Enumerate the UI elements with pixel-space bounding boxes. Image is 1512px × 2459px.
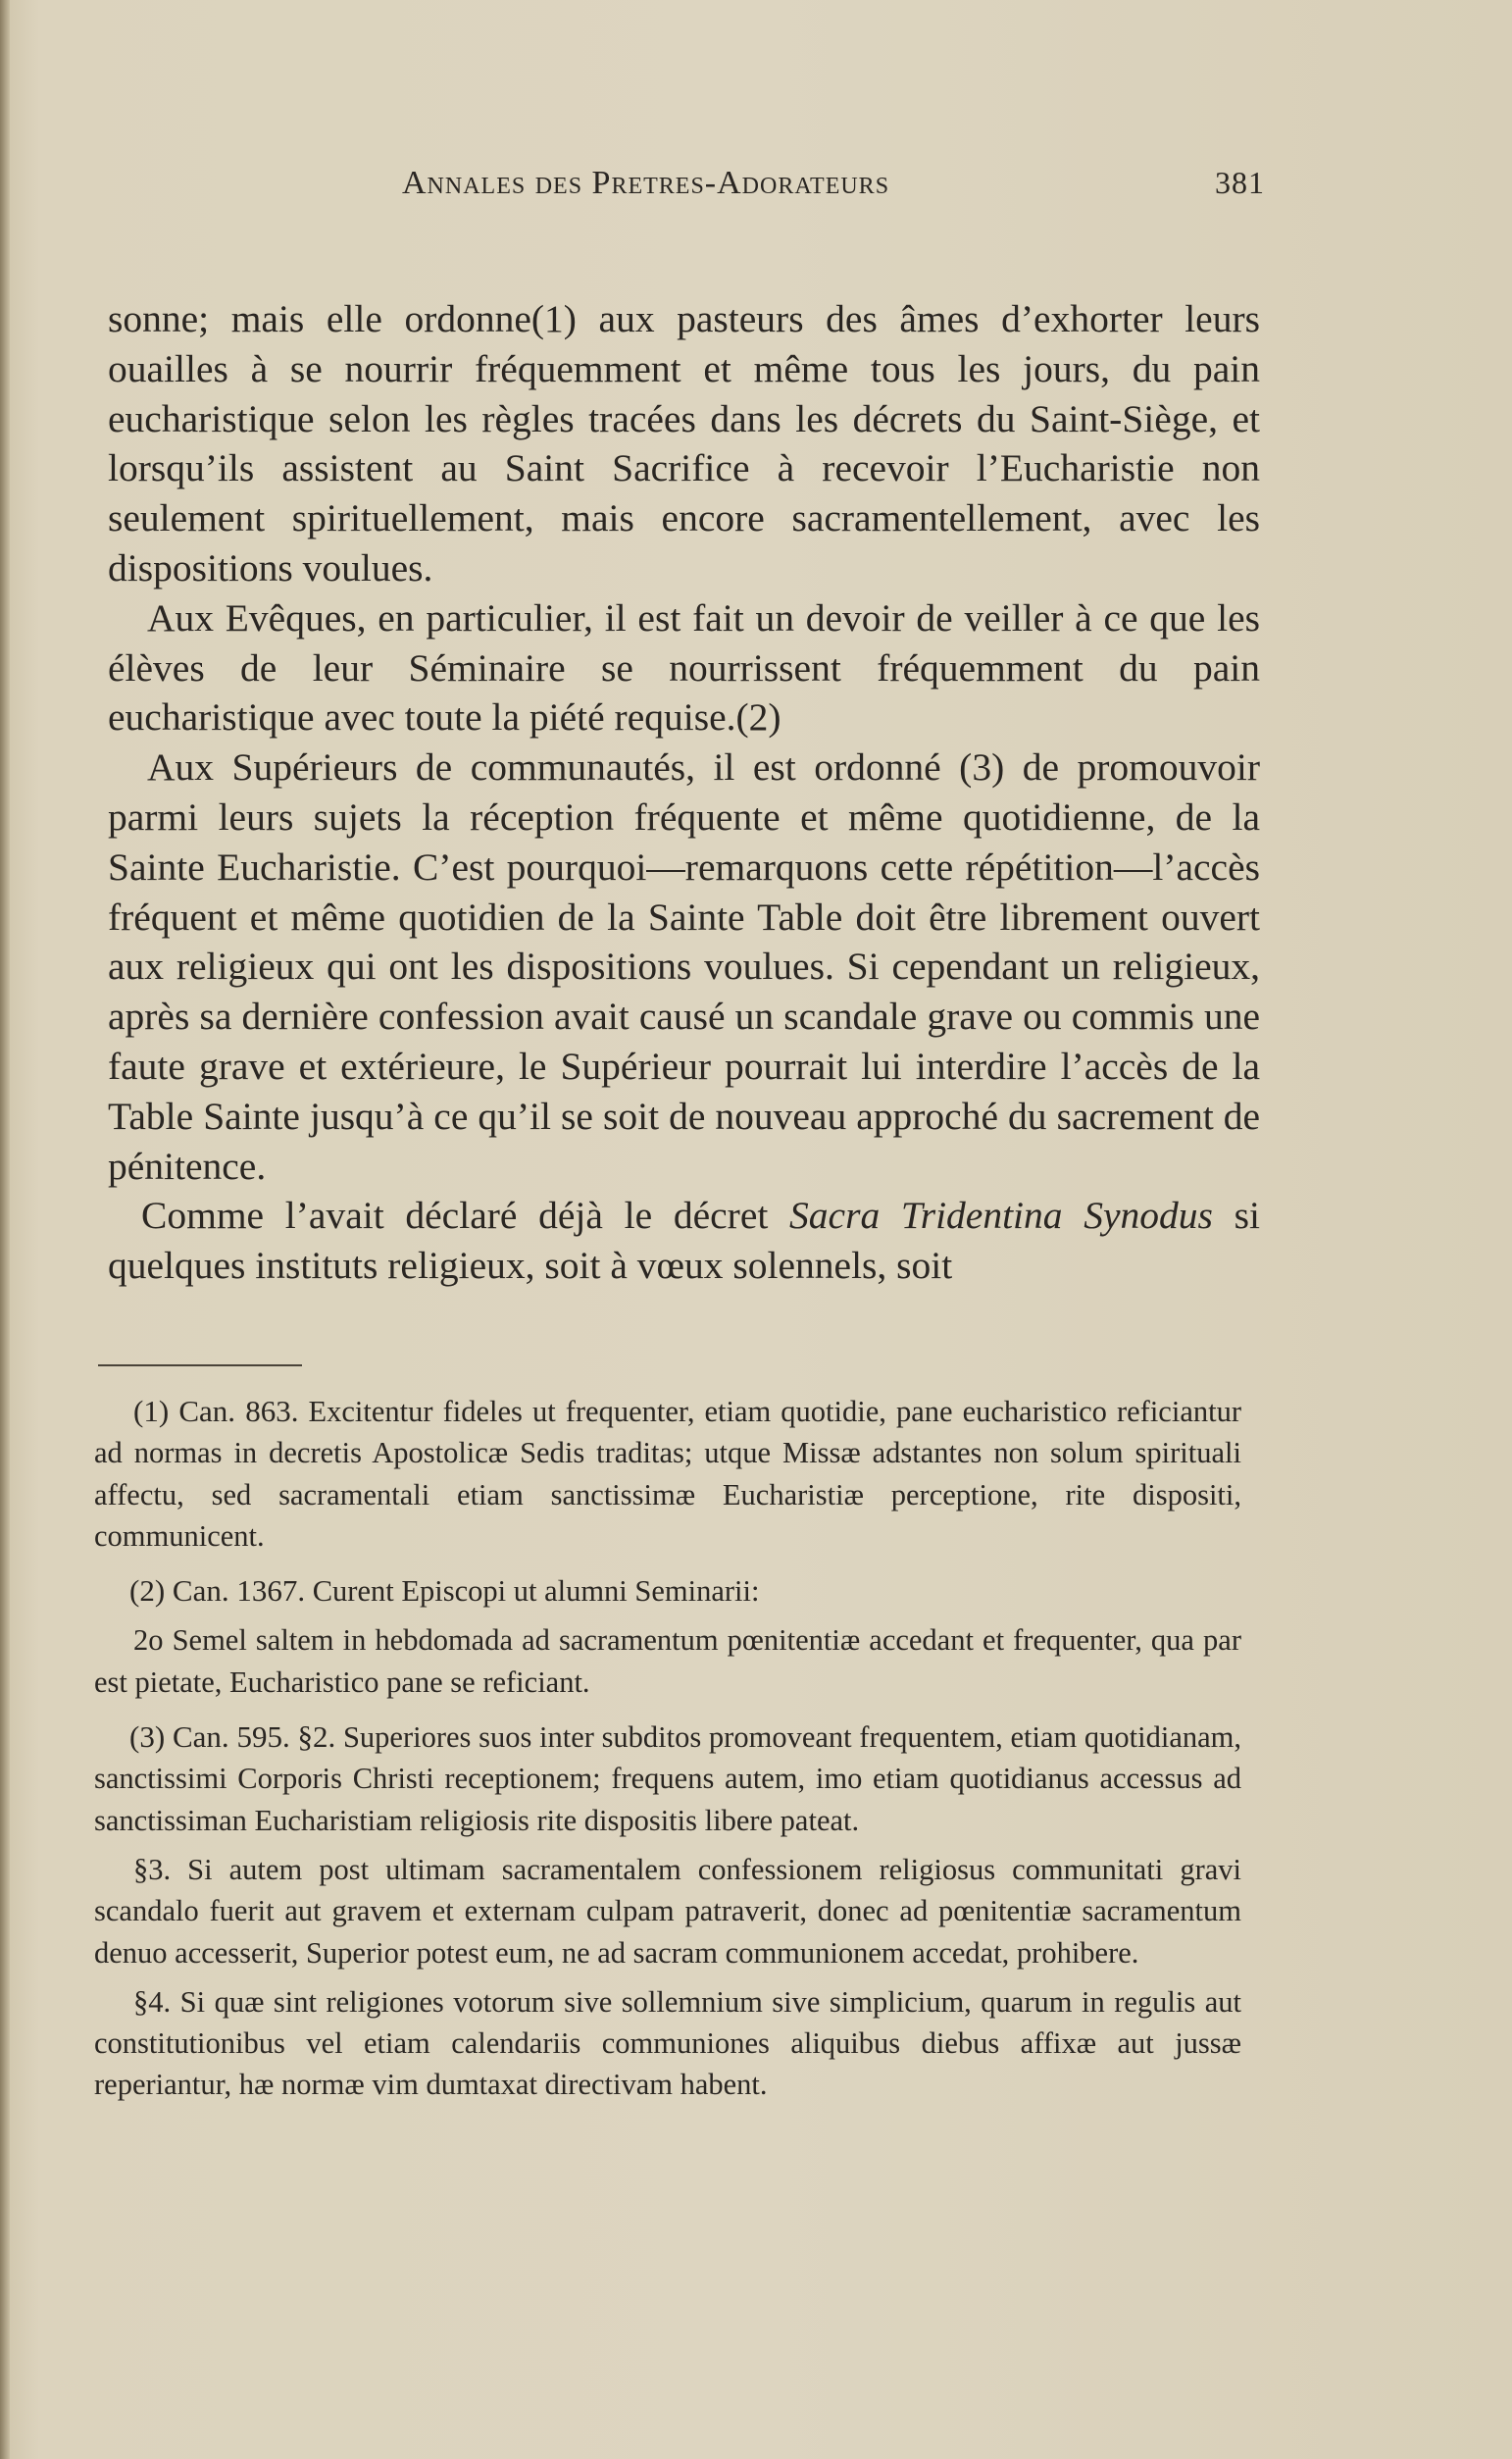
footnote-2	[94, 1570, 1241, 1612]
footnote-3	[94, 1716, 1241, 1841]
paragraph-1: sonne; mais elle ordonne(1) aux pasteurs des âmes d’exhorter leurs ouailles à se nourrir fréquemment et même tous les jours, du pain eucharistique selon les règles tracées dans les décrets du Saint-Siège, et lorsqu’ils assistent au Saint Sacrifice à recevoir l’Eucharistie non seulement spirituellement, mais encore sacramentellement, avec les dispositions voulues.	[108, 297, 1260, 589]
running-header	[108, 165, 1265, 214]
footnote-2-label: (2) Can. 1367.	[129, 1573, 306, 1609]
footnotes	[94, 1391, 1241, 2106]
paragraph-4	[108, 1191, 1260, 1291]
decree-title-italic: Sacra Tridentina Synodus	[789, 1194, 1213, 1238]
footnote-3-section-4: §4. Si quæ sint religiones votorum sive sollemnium sive simplicium, quarum in regulis aut constitutionibus vel etiam calendariis communiones aliquibus diebus affixæ aut jussæ reperiantur, hæ normæ vim dumtaxat directivam habent.	[94, 1984, 1241, 2102]
page-number: 381	[1215, 165, 1265, 200]
footnote-1-text: Excitentur fideles ut frequenter, etiam quotidie, pane eucharistico reficiantur ad normas in decretis Apostolicæ Sedis traditas; utque Missæ adstantes non solum spirituali affectu, sed sacramentali etiam sanctissimæ Eucharistiæ perceptione, rite dispositi, communicent.	[94, 1395, 1241, 1553]
footnote-3-label: (3) Can. 595. §2.	[129, 1719, 336, 1755]
footnote-1-label: (1) Can. 863.	[133, 1394, 299, 1428]
footnote-1	[94, 1391, 1241, 1557]
paragraph-3: Aux Supérieurs de communautés, il est ordonné (3) de promouvoir parmi leurs sujets la réception fréquente et même quotidienne, de la Sainte Eucharistie. C’est pourquoi—remarquons cette répétition—l’accès fréquent et même quotidien de la Sainte Table doit être librement ouvert aux religieux qui ont les dispositions voulues. Si cependant un religieux, après sa dernière confession avait causé un scandale grave ou commis une faute grave et extérieure, le Supérieur pourrait lui interdire l’accès de la Table Sainte jusqu’à ce qu’il se soit de nouveau approché du sacrement de pénitence.	[108, 745, 1260, 1188]
footnote-3-section-3: §3. Si autem post ultimam sacramentalem confessionem religiosus communitati gravi scandalo fuerit aut gravem et externam culpam patraverit, donec ad pœnitentiæ sacramentum denuo accesserit, Superior potest eum, ne ad sacram communionem accedat, prohibere.	[94, 1852, 1241, 1970]
paragraph-2: Aux Evêques, en particulier, il est fait un devoir de veiller à ce que les élèves de leur Séminaire se nourrissent fréquemment du pain eucharistique avec toute la piété requise.(2)	[108, 595, 1260, 740]
paragraph-4-start: Comme l’avait déclaré déjà le décret	[141, 1194, 790, 1238]
running-title: Annales des Pretres-Adorateurs	[402, 165, 890, 201]
footnote-2-sub: 2o Semel saltem in hebdomada ad sacramentum pœnitentiæ accedant et frequenter, qua par est pietate, Eucharistico pane se reficiant.	[94, 1623, 1241, 1699]
footnote-2-text: Curent Episcopi ut alumni Seminarii:	[305, 1574, 760, 1609]
page-spine-shadow	[0, 0, 10, 2459]
footnote-3-text: Superiores suos inter subditos promoveant frequentem, etiam quotidianam, sanctissimi Corporis Christi receptionem; frequens autem, imo etiam quotidianus accessus ad sanctissiman Eucharistiam religiosis rite dispositis libere pateat.	[94, 1720, 1242, 1837]
main-text	[108, 294, 1260, 1291]
footnote-rule	[98, 1364, 302, 1366]
paragraph-4-end: si quelques instituts religieux, soit à vœux solennels, soit	[108, 1194, 1260, 1288]
